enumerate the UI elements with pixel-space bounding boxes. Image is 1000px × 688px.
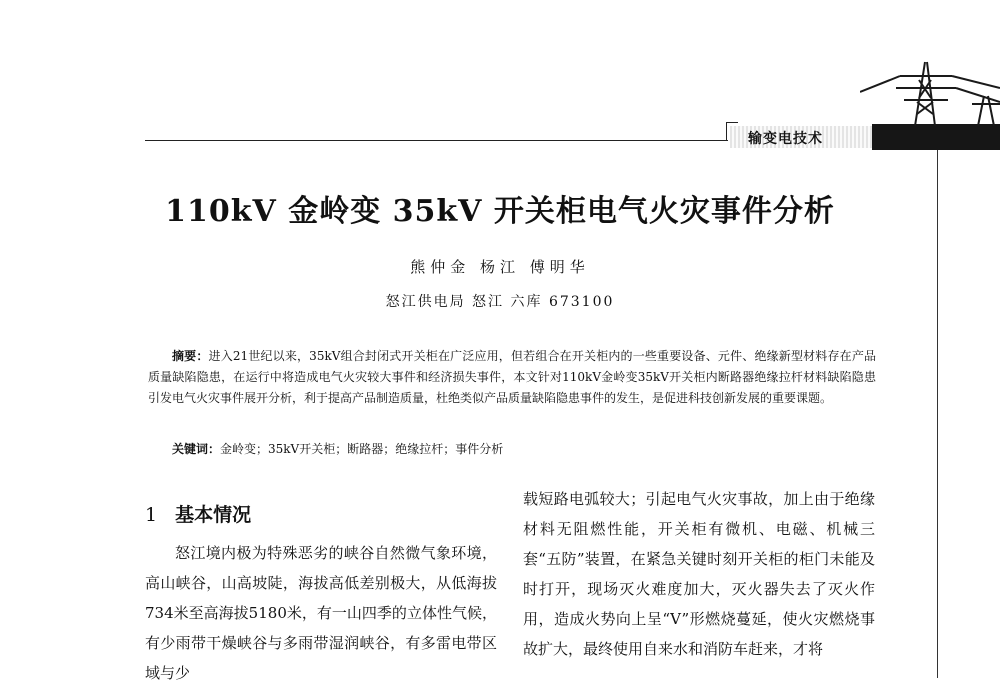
abstract-text: 进入21世纪以来，35kV组合封闭式开关柜在广泛应用，但若组合在开关柜内的一些重要设备、元件、绝缘新型材料存在产品质量缺陷隐患，在运行中将造成电气火灾较大事件和经济损失事件，本文针对110kV金岭变35kV开关柜内断路器绝缘拉杆材料缺陷隐患引发电气火灾事件展开分析，利于提高产品制造质量，杜绝类似产品质量缺陷隐患事件的发生，是促进科技创新发展的重要课题。 bbox=[148, 349, 876, 405]
keywords-text: 金岭变；35kV开关柜；断路器；绝缘拉杆；事件分析 bbox=[220, 442, 504, 456]
keywords-label: 关键词： bbox=[172, 442, 221, 456]
section-heading bbox=[145, 500, 251, 527]
paper-authors: 熊仲金 杨江 傅明华 bbox=[410, 258, 590, 276]
transmission-tower-icon bbox=[860, 58, 1000, 128]
header-rule bbox=[145, 140, 728, 141]
body-left-column: 怒江境内极为特殊恶劣的峡谷自然微气象环境，高山峡谷，山高坡陡，海拔高低差别极大，从低海拔734米至高海拔5180米，有一山四季的立体性气候，有少雨带干燥峡谷与多雨带湿润峡谷，有多雷电带区域与少 bbox=[145, 544, 497, 682]
abstract bbox=[148, 346, 876, 409]
journal-name: 输变电技术 bbox=[748, 131, 823, 147]
header-rule-corner bbox=[726, 122, 727, 141]
paper-affiliation: 怒江供电局 怒江 六库 673100 bbox=[385, 294, 615, 310]
section-title: 基本情况 bbox=[175, 504, 252, 526]
keywords bbox=[172, 439, 503, 460]
section-number: 1 bbox=[145, 504, 158, 526]
body-right-column: 载短路电弧较大；引起电气火灾事故，加上由于绝缘材料无阻燃性能，开关柜有微机、电磁、机械三套“五防”装置，在紧急关键时刻开关柜的柜门未能及时打开，现场灭火难度加大，灭火器失去了灭火作用，造成火势向上呈“V”形燃烧蔓延，使火灾燃烧事故扩大，最终使用自来水和消防车赶来，才将 bbox=[523, 490, 875, 658]
abstract-label: 摘要： bbox=[172, 349, 209, 363]
header-rule-tick bbox=[726, 122, 738, 123]
paper-title: 110kV 金岭变 35kV 开关柜电气火灾事件分析 bbox=[165, 194, 835, 229]
